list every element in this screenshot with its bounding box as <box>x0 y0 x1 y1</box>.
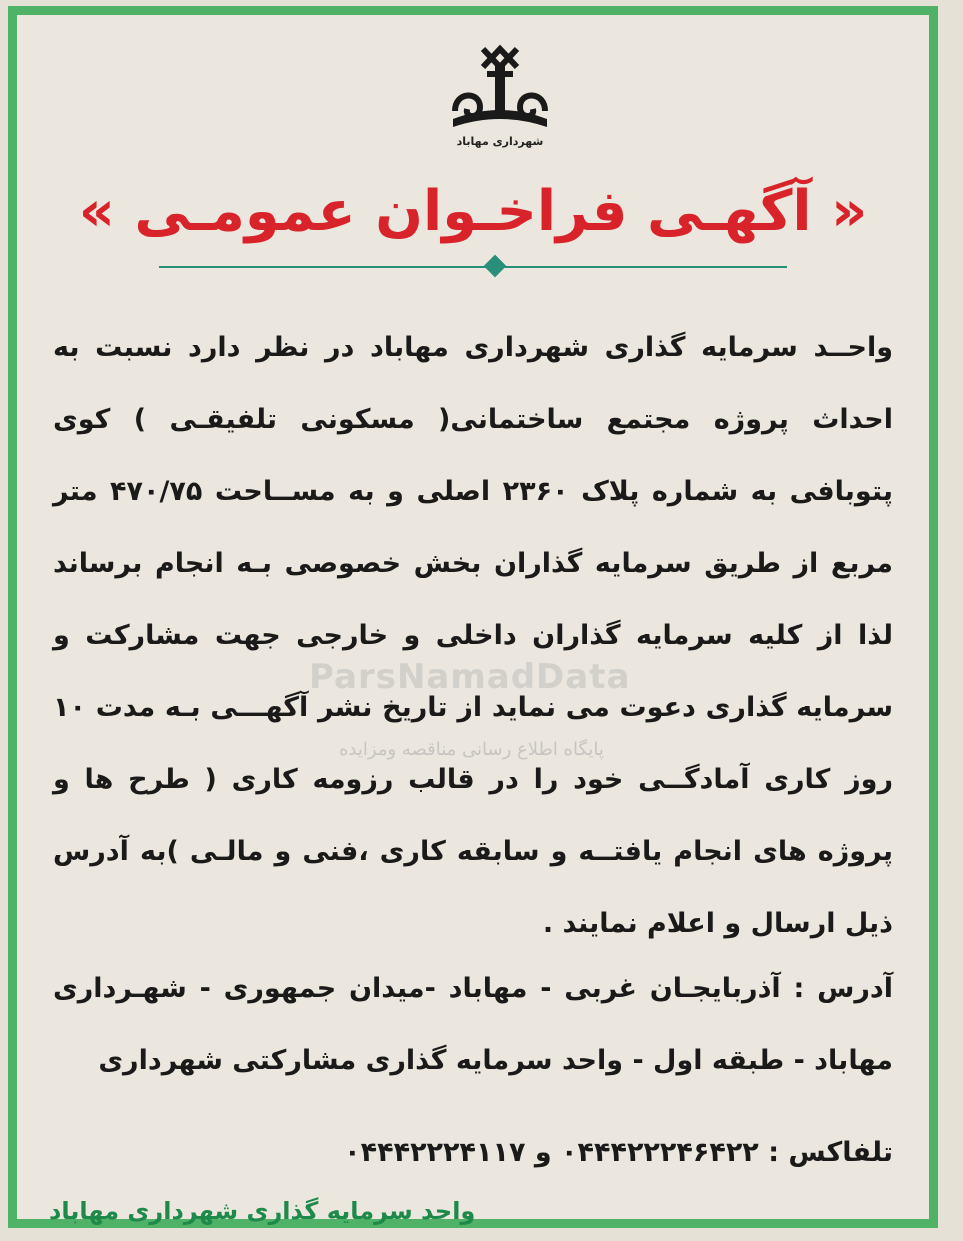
notice-signature: واحد سرمایه گذاری شهرداری مهاباد <box>49 1197 476 1225</box>
notice-content <box>29 27 917 1225</box>
municipality-emblem-icon <box>445 41 555 159</box>
emblem-caption: شهرداری مهاباد <box>456 135 544 148</box>
notice-title: « آگهـی فراخـوان عمومـی » <box>78 179 868 244</box>
divider-diamond-icon <box>484 255 507 278</box>
watermark-subtitle: پایگاه اطلاع رسانی مناقصه ومزایده <box>339 739 604 760</box>
watermark-brand: ParsNamadData <box>309 657 631 697</box>
title-divider <box>159 266 787 268</box>
notice-address: آدرس : آذربایجـان غربی - مهاباد -میدان جمهوری - شهـرداری مهاباد - طبقه اول - واحد سرمایه گذاری مشارکتی شهرداری <box>53 973 893 1076</box>
notice-fax: تلفاکس : ۰۴۴۴۲۲۲۴۶۴۲۲ و ۰۴۴۴۲۲۲۴۱۱۷ <box>344 1137 893 1168</box>
notice-body: واحــد سرمایه گذاری شهرداری مهاباد در نظر دارد نسبت به احداث پروژه مجتمع ساختمانی( مسکونی تلفیقـی ) کوی پتوبافی به شماره پلاک ۲۳۶۰ اصلی و به مســاحت ۴۷۰/۷۵ متر مربع از طریق سرمایه گذاران بخش خصوصی بـه انجام برساند لذا از کلیه سرمایه گذاران داخلی و خارجی جهت مشارکت و سرمایه گذاری دعوت می نماید از تاریخ نشر آگهـــی بـه مدت ۱۰ روز کاری آمادگــی خود را در قالب رزومه کاری ( طرح ها و پروژه های انجام یافتــه و سابقه کاری ،فنی و مالـی )به آدرس ذیل ارسال و اعلام نمایند . <box>53 332 894 939</box>
notice-frame <box>8 6 938 1228</box>
emblem-graphic <box>445 41 555 136</box>
